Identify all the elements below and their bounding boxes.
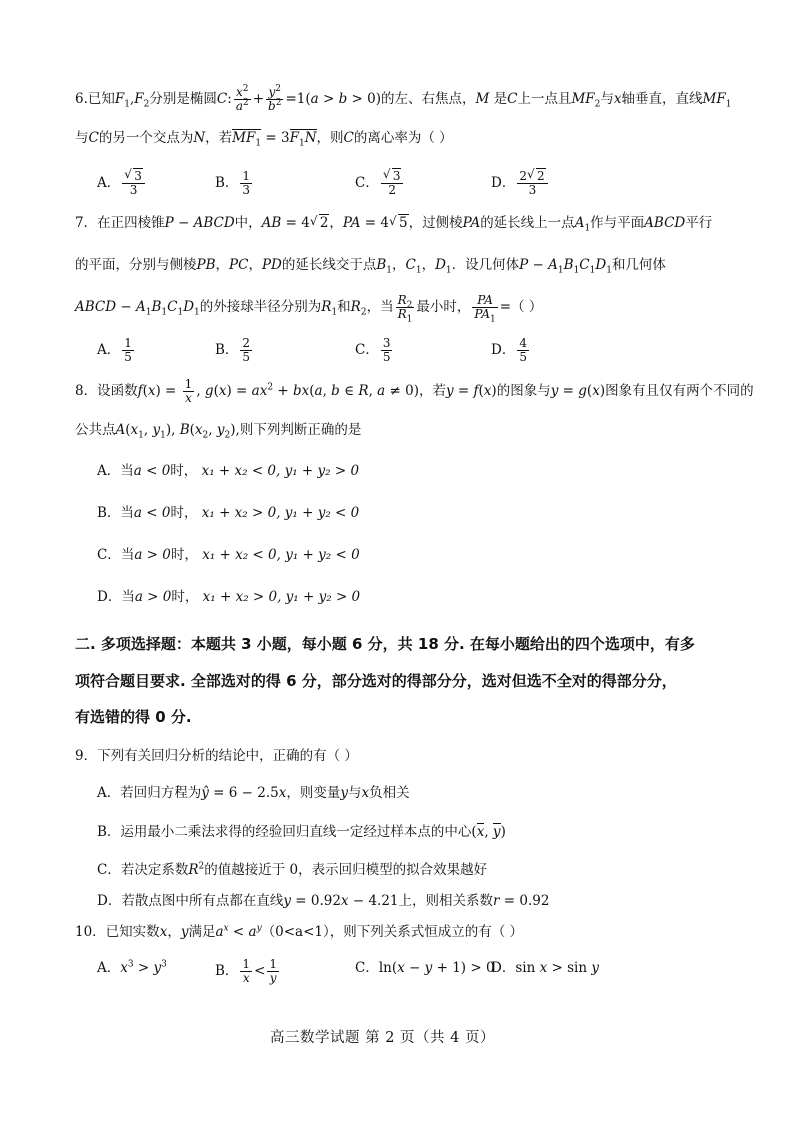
q7-option-d: D． $\frac{4}{5}$ <box>491 336 527 364</box>
q10-option-d: D．sin x > sin y <box>491 960 599 976</box>
q8-option-b: B．当a < 0时， x₁ + x₂ > 0, y₁ + y₂ < 0 <box>97 505 360 521</box>
q7-line3: ABCD − $A_1B_1C_1D_1$的外接球半径分别为$R_1$和$R_2$，当 $\frac{R_2}{R_1}$ 最小时， $\frac{PA}{PA_1}$ =（ ） <box>75 293 543 325</box>
q9-option-a: A．若回归方程为ŷ = 6 − 2.5x，则变量y与x负相关 <box>97 785 410 801</box>
q7-option-c: C． $\frac{3}{5}$ <box>355 336 391 364</box>
q8-option-d: D．当a > 0时， x₁ + x₂ > 0, y₁ + y₂ > 0 <box>97 589 361 605</box>
q6-option-a: A． √ $\frac{3}{3}$ <box>97 170 147 197</box>
section2-line1: 二. 多项选择题：本题共 3 小题，每小题 6 分，共 18 分. 在每小题给出的四个选项中，有多 <box>75 635 695 653</box>
q7-line2: 的平面，分别与侧棱PB，PC，PD的延长线交于点$B_1$，$C_1$，$D_1$．设几何体$P - A_1B_1C_1D_1$和几何体 <box>75 257 666 276</box>
q7-line1: 7．在正四棱锥P − ABCD中，AB = 4√ 2，PA = 4√ 5，过侧棱PA的延长线上一点$A_1$作与平面ABCD平行 <box>75 213 712 233</box>
q10-option-a: A．$x^3 > y^3$ <box>97 959 167 976</box>
q8-option-a: A．当a < 0时， x₁ + x₂ < 0, y₁ + y₂ > 0 <box>97 463 360 479</box>
q8-line2: 公共点$A(x_1$, $y_1$), $B(x_2$, $y_2$),则下列判断正确的是 <box>75 422 362 441</box>
q9-option-b: B．运用最小二乘法求得的经验回归直线一定经过样本点的中心(x, y) <box>97 824 506 840</box>
section2-line3: 有选错的得 0 分. <box>75 708 192 726</box>
page-footer: 高三数学试题 第 2 页（共 4 页） <box>270 1030 495 1046</box>
q8-option-c: C．当a > 0时， x₁ + x₂ < 0, y₁ + y₂ < 0 <box>97 547 360 563</box>
q8-line1: 8．设函数f(x) = $\frac{1}{x}$ , $g(x) = ax^2 + bx(a$, b ∈ R, a ≠ 0)，若y = f(x)的图象与y = g(x)图象有且仅有两个不同的 <box>75 377 754 405</box>
q6-option-d: D． $\frac{2√ 2}{3}$ <box>491 170 550 197</box>
q6-option-b: B． $\frac{1}{3}$ <box>215 169 251 197</box>
q6-line2: 与C的另一个交点为N，若$MF_1 = 3F_1N$，则C的离心率为（ ） <box>75 130 453 149</box>
q9-option-d: D．若散点图中所有点都在直线y = 0.92x − 4.21上，则相关系数r = 0.92 <box>97 893 550 909</box>
q9-option-c: C．若决定系数$R^2$的值越接近于 0，表示回归模型的拟合效果越好 <box>97 861 488 878</box>
q6-option-c: C． √ $\frac{3}{2}$ <box>355 170 405 197</box>
q10-stem: 10．已知实数x，y满足$a^x < a^y(0<a<1)$，则下列关系式恒成立的有（ ） <box>75 923 524 940</box>
q6-line1: 6.已知$F_1,F_2$分别是椭圆C: $\frac{x^2}{a^2}$ + $\frac{y^2}{b^2}$ =1(a > b > 0)的左、右焦点，M 是C上一点且$MF_2$与x轴垂直，直线$MF_1$ <box>75 84 732 113</box>
q10-option-b: B． $\frac{1}{x}$ < $\frac{1}{y}$ <box>215 957 278 985</box>
q7-option-a: A． $\frac{1}{5}$ <box>97 336 132 364</box>
q9-stem: 9．下列有关回归分析的结论中，正确的有（ ） <box>75 748 358 764</box>
q6-number: 6. <box>75 91 88 107</box>
q10-option-c: C．ln(x − y + 1) > 0 <box>355 960 495 976</box>
q7-option-b: B． $\frac{2}{5}$ <box>215 336 251 364</box>
section2-line2: 项符合题目要求. 全部选对的得 6 分，部分选对的得部分分，选对但选不全对的得部分分， <box>75 672 677 690</box>
